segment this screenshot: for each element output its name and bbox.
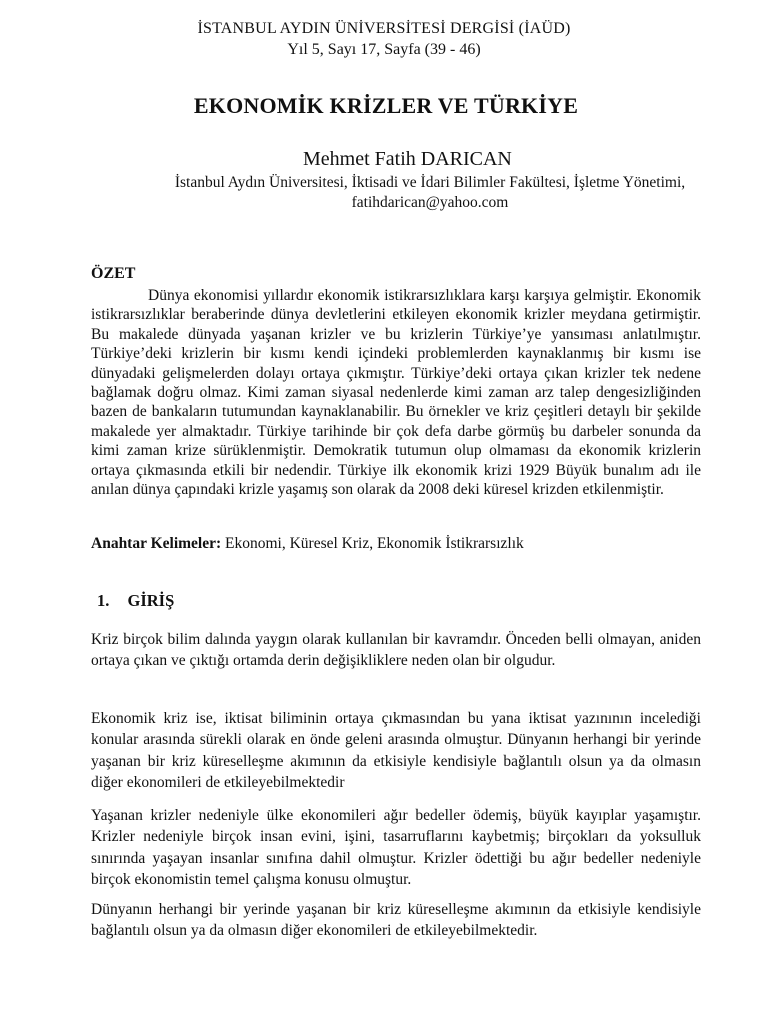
abstract-text: Dünya ekonomisi yıllardır ekonomik istikrarsızlıklara karşı karşıya gelmiştir. Ekonomik istikrarsızlıklar beraberinde dünya devletlerini etkileyen ekonomik krizler meydana getirmiştir. Bu makalede dünyada yaşanan krizler ve bu krizlerin Türkiye’ye yansıması anlatılmıştır. Türkiye’deki krizlerin bir kısmı kendi içindeki problemlerden kaynaklanmış bir kısmı ise dünyadaki gelişmelerden dolayı ortaya çıkmıştır. Türkiye’deki ortaya çıkan krizler tek nedene bağlamak doğru olmaz. Kimi zaman siyasal nedenlerde kimi zaman arz talep dengesizliğinden bazen de bankaların tutumundan kaynaklanabilir. Bu örnekler ve kriz çeşitleri detaylı bir şekilde makalede yer almaktadır. Türkiye tarihinde bir çok defa darbe görmüş bu darbeler sonunda da kimi zaman krize sürüklenmiştir. Demokratik tutumun olup olmaması da ekonomik krizlerin ortaya çıkmasında etkili bir nedendir. Türkiye ilk ekonomik krizi 1929 Büyük bunalım adı ile anılan dünya çapındaki krizle yaşamış son olarak da 2008 deki küresel krizden etkilenmiştir. xyxy=(91,287,701,499)
article-title: EKONOMİK KRİZLER VE TÜRKİYE xyxy=(193,93,579,118)
keywords-label: Anahtar Kelimeler: xyxy=(91,535,222,552)
journal-name: İSTANBUL AYDIN ÜNİVERSİTESİ DERGİSİ (İAÜD) xyxy=(197,20,571,37)
keywords-line xyxy=(91,535,711,553)
author-affiliation: İstanbul Aydın Üniversitesi, İktisadi ve İdari Bilimler Fakültesi, İşletme Yönetimi, fatihdarican@yahoo.com xyxy=(174,174,686,211)
body-paragraph: Kriz birçok bilim dalında yaygın olarak kullanılan bir kavramdır. Önceden belli olmayan, aniden ortaya çıkan ve çıktığı ortamda derin değişikliklere neden olan bir olgudur. xyxy=(91,631,701,670)
journal-issue: Yıl 5, Sayı 17, Sayfa (39 - 46) xyxy=(287,41,481,58)
author-name: Mehmet Fatih DARICAN xyxy=(303,148,512,170)
abstract-heading: ÖZET xyxy=(91,265,136,282)
body-paragraph: Dünyanın herhangi bir yerinde yaşanan bir kriz küreselleşme akımının da etkisiyle kendisiyle bağlantılı olsun ya da olmasın diğer ekonomileri de etkileyebilmektedir. xyxy=(91,901,701,940)
body-paragraph: Yaşanan krizler nedeniyle ülke ekonomileri ağır bedeller ödemiş, büyük kayıplar yaşamıştır. Krizler nedeniyle birçok insan evini, işini, tasarruflarını kaybetmiş; birçokları da yoksulluk sınırında yaşayan insanlar sınıfına dahil olmuştur. Krizler ödettiği bu ağır bedeller nedeniyle birçok ekonomistin temel çalışma konusu olmuştur. xyxy=(91,807,701,888)
section-heading xyxy=(97,591,174,611)
section-title: GİRİŞ xyxy=(127,591,175,610)
keywords-values: Ekonomi, Küresel Kriz, Ekonomik İstikrarsızlık xyxy=(225,535,524,552)
section-number: 1. xyxy=(97,591,110,610)
body-paragraph: Ekonomik kriz ise, iktisat biliminin ortaya çıkmasından bu yana iktisat yazınının incelediği konular arasında sürekli olarak en önde geleni arasında olmuştur. Dünyanın herhangi bir yerinde yaşanan bir kriz küreselleşme akımının da etkisiyle kendisiyle bağlantılı olsun ya da olmasın diğer ekonomileri de etkileyebilmektedir xyxy=(91,710,701,791)
